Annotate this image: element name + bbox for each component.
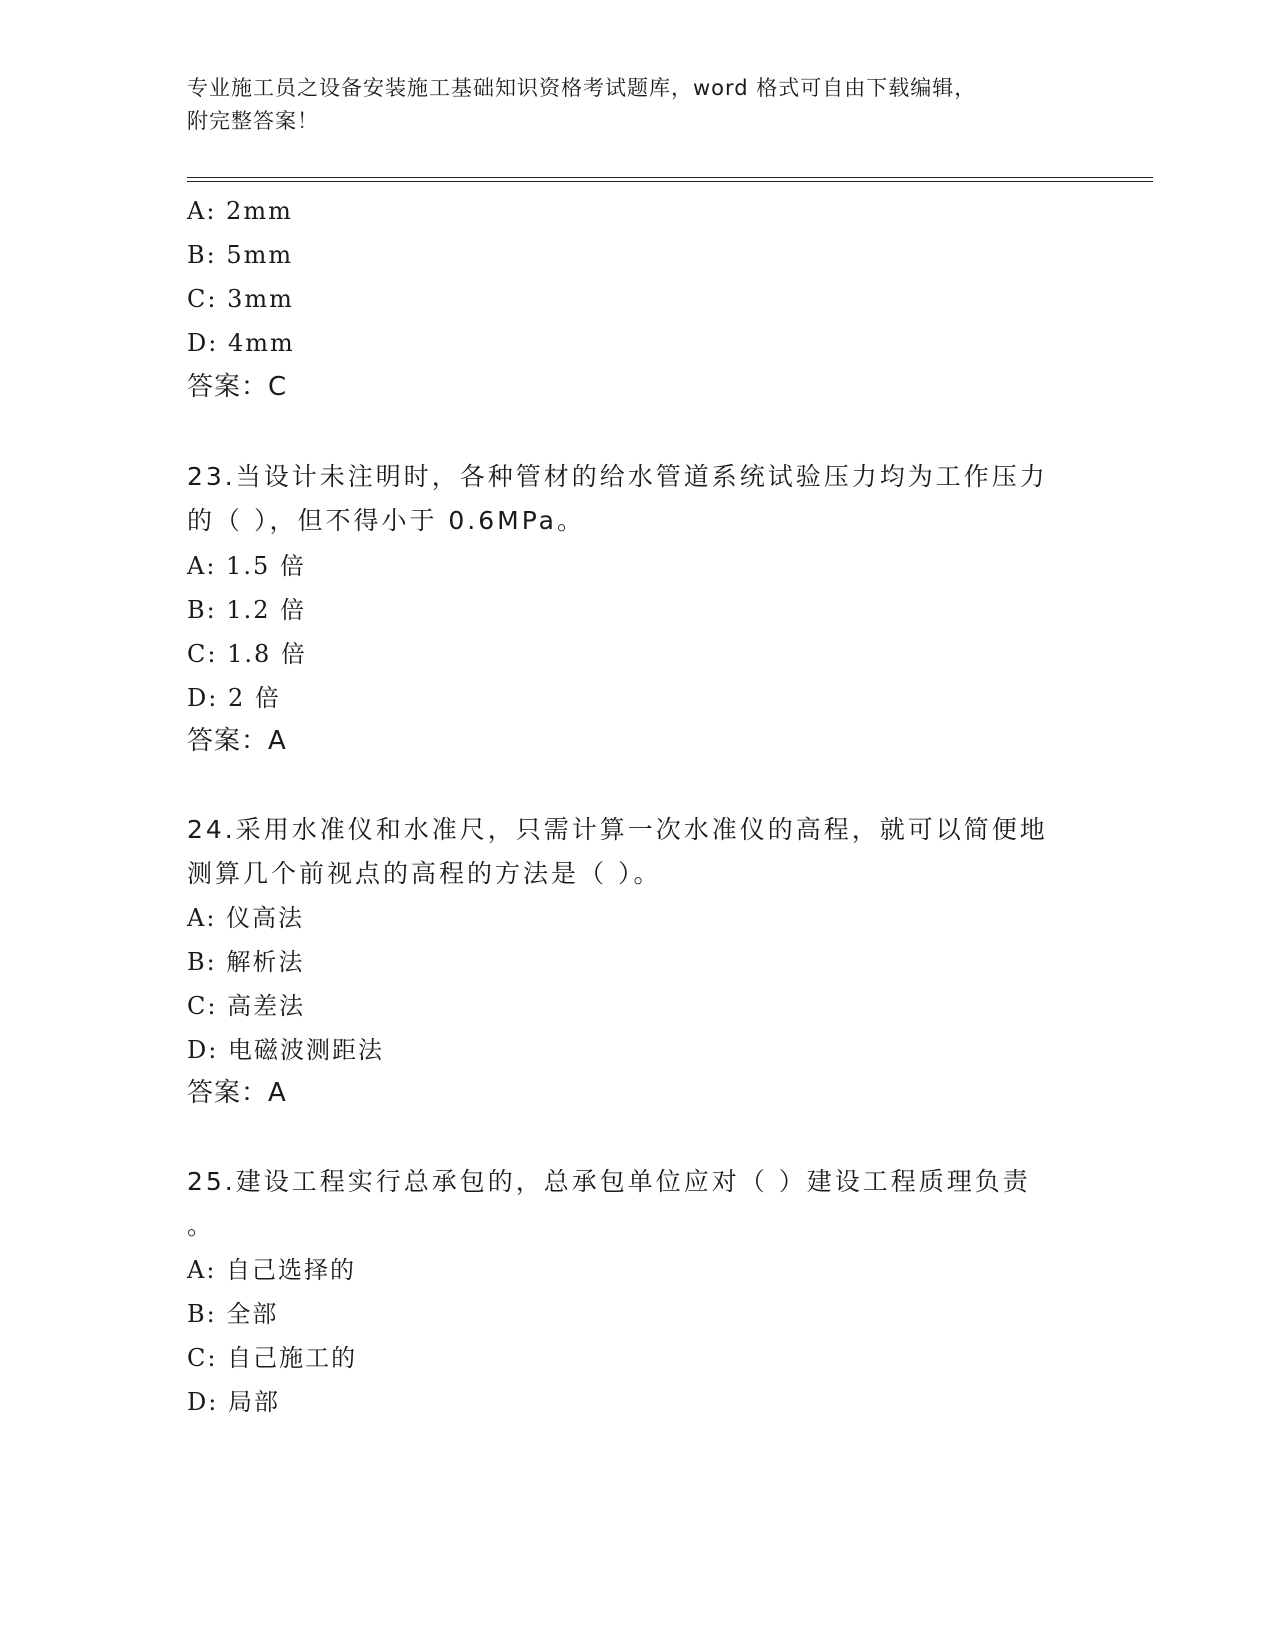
q24-option-b: B: 解析法 [187,948,305,976]
q25-option-d: D: 局部 [187,1388,280,1416]
q24-option-c: C: 高差法 [187,992,306,1020]
q23-option-b: B: 1.2 倍 [187,596,307,624]
q25-text-line-2: 。 [187,1211,216,1240]
q25-option-b: B: 全部 [187,1300,279,1328]
q24-text-line-2: 测算几个前视点的高程的方法是（ ）。 [187,859,662,888]
q22-answer: 答案：C [187,372,288,402]
q25-text-line-1: 25.建设工程实行总承包的，总承包单位应对（ ）建设工程质理负责 [187,1167,1031,1196]
q23-answer: 答案：A [187,726,287,756]
q23-option-a: A: 1.5 倍 [187,552,306,580]
header-divider-bottom [187,181,1153,182]
q24-option-d: D: 电磁波测距法 [187,1036,384,1064]
q22-option-d: D: 4mm [187,329,295,357]
q25-option-a: A: 自己选择的 [187,1256,357,1284]
q23-text-line-2: 的（ ），但不得小于 0.6MPa。 [187,506,585,535]
q23-text-line-1: 23.当设计未注明时，各种管材的给水管道系统试验压力均为工作压力 [187,462,1048,491]
header-line-1: 专业施工员之设备安装施工基础知识资格考试题库，word 格式可自由下载编辑， [187,76,977,100]
q23-option-c: C: 1.8 倍 [187,640,307,668]
q23-option-d: D: 2 倍 [187,684,281,712]
q24-option-a: A: 仪高法 [187,904,305,932]
q25-option-c: C: 自己施工的 [187,1344,358,1372]
q24-answer: 答案：A [187,1078,287,1108]
header-line-2: 附完整答案！ [187,109,319,133]
q22-option-c: C: 3mm [187,285,294,313]
document-header [187,72,1067,138]
header-divider-top [187,177,1153,178]
q24-text-line-1: 24.采用水准仪和水准尺，只需计算一次水准仪的高程，就可以简便地 [187,815,1048,844]
q22-option-b: B: 5mm [187,241,294,269]
q22-option-a: A: 2mm [187,197,293,225]
